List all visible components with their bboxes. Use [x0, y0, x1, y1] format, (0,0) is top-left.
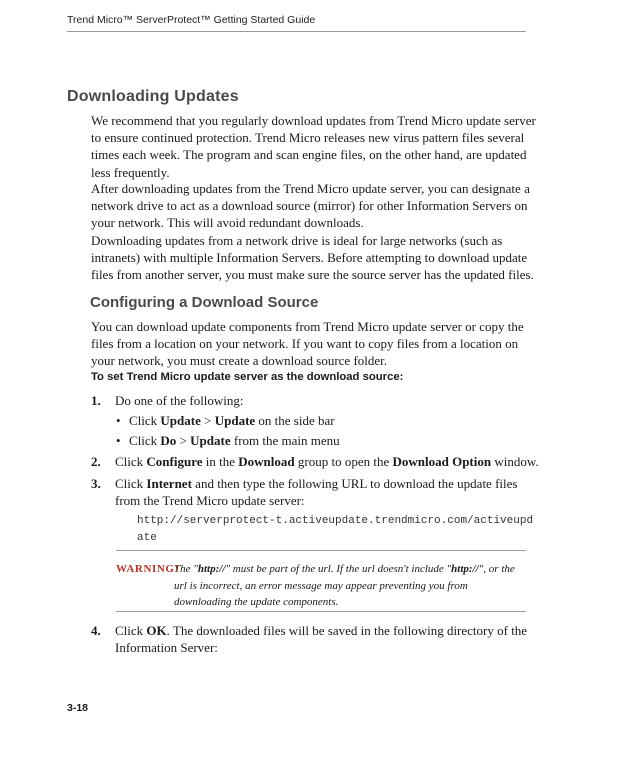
- step-number: 4.: [91, 623, 101, 638]
- paragraph-network-drive: Downloading updates from a network drive is ideal for large networks (such as intranets) with multiple Information Servers. Before attempting to download update files from another server, you must make sure the source server has the updated files.: [91, 233, 534, 283]
- procedure-title: To set Trend Micro update server as the download source:: [91, 371, 404, 383]
- bullet-icon: •: [116, 433, 121, 448]
- step-text: Click Configure in the Download group to open the Download Option window.: [115, 454, 539, 469]
- subsection-heading: Configuring a Download Source: [90, 294, 319, 311]
- bullet-icon: •: [116, 413, 121, 428]
- warning-bottom-divider: [116, 611, 526, 612]
- step-text: Do one of the following:: [115, 393, 244, 408]
- step-number: 3.: [91, 476, 101, 491]
- step-text: Click Internet and then type the following URL to download the update files from the Trend Micro update server:: [115, 476, 518, 509]
- paragraph-download-source: You can download update components from Trend Micro update server or copy the files from a location on your network. If you want to copy files from a location on your network, you must create a download source folder.: [91, 319, 524, 369]
- header-divider: [67, 31, 526, 32]
- warning-note: [116, 561, 526, 611]
- running-header: Trend Micro™ ServerProtect™ Getting Started Guide: [67, 14, 316, 26]
- step-text: Click OK. The downloaded files will be saved in the following directory of the Information Server:: [115, 623, 528, 656]
- section-heading: Downloading Updates: [67, 88, 239, 105]
- warning-label: WARNING!: [116, 563, 179, 575]
- paragraph-mirror: After downloading updates from the Trend Micro update server, you can designate a network drive to act as a download source (mirror) for other Information Servers on your network. This will avoid redundant downloads.: [91, 181, 530, 231]
- step-number: 2.: [91, 454, 101, 469]
- step-4: [91, 622, 531, 656]
- warning-text: The "http://" must be part of the url. If the url doesn't include "http://", or the url is incorrect, an error message may appear preventing you from downloading the update components.: [174, 563, 515, 608]
- warning-top-divider: [116, 550, 526, 551]
- update-url: http://serverprotect-t.activeupdate.trendmicro.com/activeupdate: [137, 515, 534, 544]
- page-number: 3-18: [67, 702, 89, 714]
- step-2: [91, 453, 541, 470]
- step-number: 1.: [91, 393, 101, 408]
- step-1: [91, 392, 531, 409]
- bullet-item: • Click Update > Update on the side bar: [116, 413, 335, 428]
- paragraph-intro: We recommend that you regularly download updates from Trend Micro update server to ensure continued protection. Trend Micro releases new virus pattern files several times each week. The program and scan engine files, on the other hand, are updated less frequently.: [91, 113, 536, 180]
- bullet-item: • Click Do > Update from the main menu: [116, 433, 340, 448]
- step-3: [91, 475, 531, 509]
